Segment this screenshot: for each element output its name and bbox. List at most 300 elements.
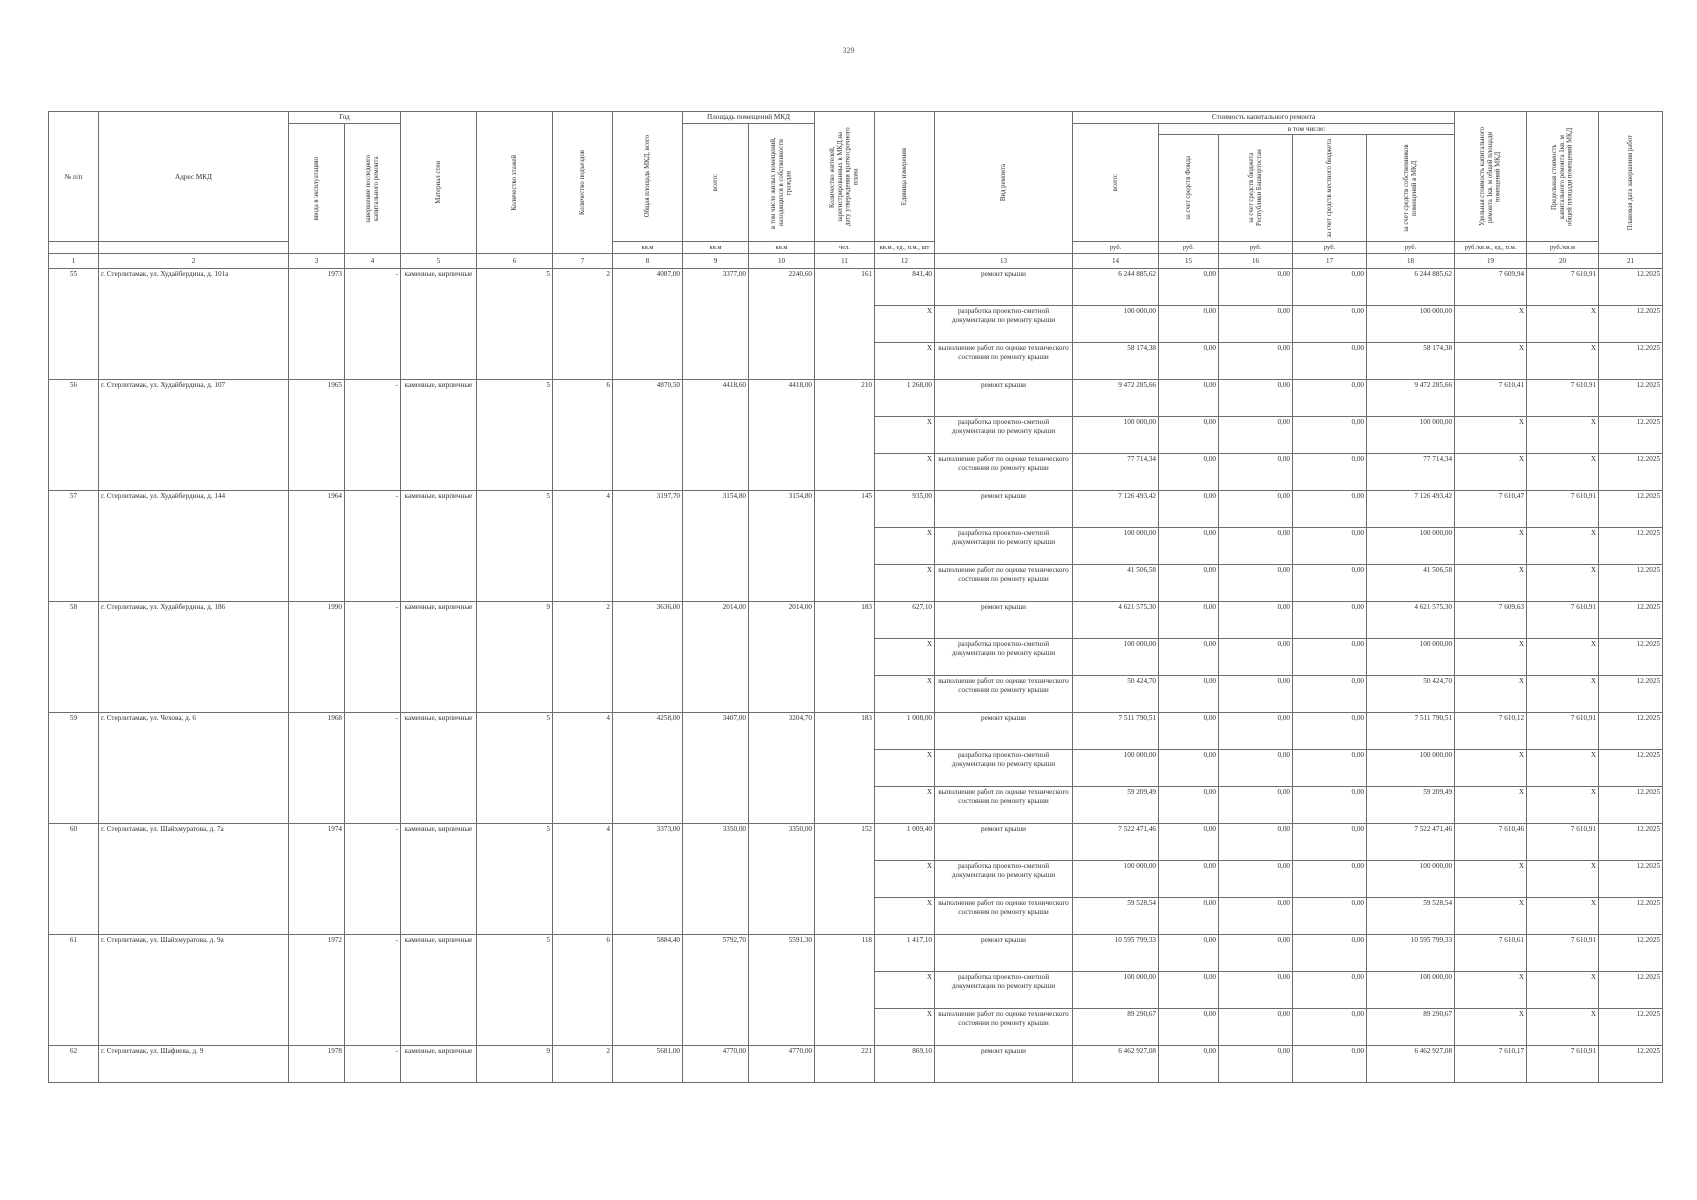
- cell-planned-date: 12.2025: [1599, 639, 1663, 676]
- cell-premises-total: 3350,00: [683, 824, 749, 935]
- header-cost-republic: за счет средств бюджета Республики Башкортостан: [1219, 135, 1293, 242]
- cell-premises-total: 4418,60: [683, 380, 749, 491]
- cell-cost-total: 77 714,34: [1073, 454, 1159, 491]
- cell-premises-res: 2014,00: [749, 602, 815, 713]
- cell-work-type: выполнение работ по оценке технического состояния по ремонту крыши: [935, 565, 1073, 602]
- cell-floors: 9: [477, 602, 553, 713]
- cell-address: г. Стерлитамак, ул. Худайбердина, д. 101а: [99, 269, 289, 380]
- cell-premises-res: 5591,30: [749, 935, 815, 1046]
- cell-qty: X: [875, 861, 935, 898]
- header-floors: Количество этажей: [477, 112, 553, 254]
- cell-cost-local: 0,00: [1293, 750, 1367, 787]
- cell-total-area: 4087,00: [613, 269, 683, 380]
- cell-max-cost: 7 610,91: [1527, 824, 1599, 861]
- cell-cost-total: 7 522 471,46: [1073, 824, 1159, 861]
- cell-cost-local: 0,00: [1293, 1009, 1367, 1046]
- cell-cost-republic: 0,00: [1219, 343, 1293, 380]
- column-number: 7: [553, 254, 613, 269]
- cell-cost-owners: 6 244 885,62: [1367, 269, 1455, 306]
- cell-cost-owners: 50 424,70: [1367, 676, 1455, 713]
- cell-cost-local: 0,00: [1293, 454, 1367, 491]
- cell-cost-owners: 100 000,00: [1367, 639, 1455, 676]
- cell-cost-total: 7 511 790,51: [1073, 713, 1159, 750]
- cell-max-cost: X: [1527, 787, 1599, 824]
- cell-entrances: 2: [553, 602, 613, 713]
- cell-cost-fund: 0,00: [1159, 528, 1219, 565]
- cell-total-area: 3197,70: [613, 491, 683, 602]
- cell-cost-republic: 0,00: [1219, 898, 1293, 935]
- cell-max-cost: X: [1527, 750, 1599, 787]
- cell-cost-total: 6 244 885,62: [1073, 269, 1159, 306]
- header-cost-owners: за счет средств собственников помещений в МКД: [1367, 135, 1455, 242]
- cell-year: 1965: [289, 380, 345, 491]
- table-row: [49, 935, 1663, 972]
- cell-qty: 935,00: [875, 491, 935, 528]
- cell-qty: X: [875, 417, 935, 454]
- cell-qty: X: [875, 1009, 935, 1046]
- cell-no: 58: [49, 602, 99, 713]
- cell-address: г. Стерлитамак, ул. Худайбердина, д. 186: [99, 602, 289, 713]
- cell-cost-republic: 0,00: [1219, 306, 1293, 343]
- cell-max-cost: X: [1527, 676, 1599, 713]
- cell-year: 1968: [289, 713, 345, 824]
- cell-cost-local: 0,00: [1293, 269, 1367, 306]
- cell-cost-total: 100 000,00: [1073, 528, 1159, 565]
- cell-cost-total: 100 000,00: [1073, 750, 1159, 787]
- unit-total-area: кв.м: [613, 242, 683, 254]
- table-row: [49, 380, 1663, 417]
- cell-qty: 1 009,40: [875, 824, 935, 861]
- cell-qty: 841,40: [875, 269, 935, 306]
- cell-last-repair: -: [345, 935, 401, 1046]
- capital-repair-table-sheet: [48, 111, 1662, 1083]
- cell-specific-cost: 7 610,41: [1455, 380, 1527, 417]
- cell-max-cost: X: [1527, 528, 1599, 565]
- table-row: [49, 1046, 1663, 1083]
- cell-specific-cost: X: [1455, 861, 1527, 898]
- cell-specific-cost: X: [1455, 972, 1527, 1009]
- cell-cost-republic: 0,00: [1219, 491, 1293, 528]
- cell-cost-owners: 9 472 285,66: [1367, 380, 1455, 417]
- cell-max-cost: X: [1527, 417, 1599, 454]
- cell-max-cost: X: [1527, 639, 1599, 676]
- cell-premises-res: 4418,00: [749, 380, 815, 491]
- cell-cost-local: 0,00: [1293, 306, 1367, 343]
- cell-cost-total: 7 126 493,42: [1073, 491, 1159, 528]
- cell-last-repair: -: [345, 1046, 401, 1083]
- header-residents: Количество жителей, зарегистрированных в МКД на дату утверждения краткосрочного плана: [815, 112, 875, 242]
- cell-qty: 869,10: [875, 1046, 935, 1083]
- cell-work-type: разработка проектно-сметной документации по ремонту крыши: [935, 306, 1073, 343]
- cell-cost-fund: 0,00: [1159, 935, 1219, 972]
- cell-cost-republic: 0,00: [1219, 787, 1293, 824]
- cell-year: 1990: [289, 602, 345, 713]
- cell-planned-date: 12.2025: [1599, 417, 1663, 454]
- cell-work-type: разработка проектно-сметной документации по ремонту крыши: [935, 528, 1073, 565]
- cell-cost-republic: 0,00: [1219, 528, 1293, 565]
- cell-year: 1973: [289, 269, 345, 380]
- column-number: 15: [1159, 254, 1219, 269]
- cell-cost-fund: 0,00: [1159, 1046, 1219, 1083]
- cell-qty: X: [875, 750, 935, 787]
- cell-total-area: 4258,00: [613, 713, 683, 824]
- cell-qty: X: [875, 306, 935, 343]
- unit-cost-local: руб.: [1293, 242, 1367, 254]
- cell-residents: 161: [815, 269, 875, 380]
- cell-entrances: 4: [553, 824, 613, 935]
- cell-premises-res: 3204,70: [749, 713, 815, 824]
- cell-cost-local: 0,00: [1293, 528, 1367, 565]
- cell-specific-cost: X: [1455, 528, 1527, 565]
- cell-qty: X: [875, 454, 935, 491]
- cell-planned-date: 12.2025: [1599, 380, 1663, 417]
- column-numbers-row: [49, 254, 1663, 269]
- cell-cost-owners: 100 000,00: [1367, 417, 1455, 454]
- cell-planned-date: 12.2025: [1599, 750, 1663, 787]
- cell-year: 1964: [289, 491, 345, 602]
- column-number: 8: [613, 254, 683, 269]
- cell-max-cost: 7 610,91: [1527, 269, 1599, 306]
- column-number: 1: [49, 254, 99, 269]
- cell-entrances: 6: [553, 935, 613, 1046]
- cell-cost-owners: 41 506,58: [1367, 565, 1455, 602]
- cell-cost-total: 100 000,00: [1073, 306, 1159, 343]
- cell-qty: X: [875, 528, 935, 565]
- cell-last-repair: -: [345, 491, 401, 602]
- cell-cost-owners: 4 621 575,30: [1367, 602, 1455, 639]
- cell-cost-total: 4 621 575,30: [1073, 602, 1159, 639]
- cell-cost-fund: 0,00: [1159, 417, 1219, 454]
- cell-cost-total: 59 528,54: [1073, 898, 1159, 935]
- cell-residents: 221: [815, 1046, 875, 1083]
- cell-max-cost: 7 610,91: [1527, 1046, 1599, 1083]
- cell-planned-date: 12.2025: [1599, 935, 1663, 972]
- cell-planned-date: 12.2025: [1599, 676, 1663, 713]
- cell-cost-owners: 10 595 799,33: [1367, 935, 1455, 972]
- cell-max-cost: X: [1527, 565, 1599, 602]
- cell-cost-local: 0,00: [1293, 861, 1367, 898]
- cell-total-area: 4870,50: [613, 380, 683, 491]
- cell-cost-fund: 0,00: [1159, 565, 1219, 602]
- cell-cost-republic: 0,00: [1219, 380, 1293, 417]
- cell-premises-total: 3154,80: [683, 491, 749, 602]
- cell-cost-fund: 0,00: [1159, 972, 1219, 1009]
- cell-last-repair: -: [345, 602, 401, 713]
- cell-cost-fund: 0,00: [1159, 861, 1219, 898]
- unit-specific-cost: руб./кв.м., ед., п.м.: [1455, 242, 1527, 254]
- cell-cost-owners: 7 511 790,51: [1367, 713, 1455, 750]
- cell-entrances: 4: [553, 713, 613, 824]
- cell-address: г. Стерлитамак, ул. Чехова, д. 6: [99, 713, 289, 824]
- cell-cost-owners: 100 000,00: [1367, 750, 1455, 787]
- cell-residents: 183: [815, 713, 875, 824]
- cell-qty: X: [875, 787, 935, 824]
- cell-floors: 5: [477, 935, 553, 1046]
- cell-material: каменные, кирпичные: [401, 491, 477, 602]
- cell-work-type: выполнение работ по оценке технического состояния по ремонту крыши: [935, 454, 1073, 491]
- unit-premises-total: кв.м: [683, 242, 749, 254]
- cell-work-type: разработка проектно-сметной документации по ремонту крыши: [935, 972, 1073, 1009]
- table-header: [49, 112, 1663, 269]
- cell-max-cost: 7 610,91: [1527, 491, 1599, 528]
- page-number: 329: [842, 46, 855, 55]
- cell-cost-owners: 58 174,38: [1367, 343, 1455, 380]
- cell-cost-owners: 77 714,34: [1367, 454, 1455, 491]
- cell-qty: 1 417,10: [875, 935, 935, 972]
- cell-work-type: ремонт крыши: [935, 269, 1073, 306]
- cell-cost-local: 0,00: [1293, 972, 1367, 1009]
- unit-max-cost: руб./кв.м: [1527, 242, 1599, 254]
- cell-planned-date: 12.2025: [1599, 898, 1663, 935]
- cell-qty: X: [875, 565, 935, 602]
- header-cost-fund: за счет средств Фонда: [1159, 135, 1219, 242]
- cell-no: 59: [49, 713, 99, 824]
- cell-cost-fund: 0,00: [1159, 269, 1219, 306]
- header-work-type: Вид ремонта: [935, 112, 1073, 254]
- cell-specific-cost: 7 610,46: [1455, 824, 1527, 861]
- cell-cost-fund: 0,00: [1159, 639, 1219, 676]
- column-number: 14: [1073, 254, 1159, 269]
- cell-work-type: разработка проектно-сметной документации по ремонту крыши: [935, 639, 1073, 676]
- column-number: 20: [1527, 254, 1599, 269]
- column-number: 10: [749, 254, 815, 269]
- cell-cost-republic: 0,00: [1219, 750, 1293, 787]
- cell-planned-date: 12.2025: [1599, 602, 1663, 639]
- header-cost-total: всего:: [1073, 124, 1159, 242]
- cell-cost-owners: 100 000,00: [1367, 972, 1455, 1009]
- column-number: 21: [1599, 254, 1663, 269]
- cell-cost-republic: 0,00: [1219, 639, 1293, 676]
- cell-cost-local: 0,00: [1293, 713, 1367, 750]
- cell-work-type: ремонт крыши: [935, 491, 1073, 528]
- cell-qty: X: [875, 898, 935, 935]
- column-number: 13: [935, 254, 1073, 269]
- cell-residents: 210: [815, 380, 875, 491]
- cell-no: 61: [49, 935, 99, 1046]
- column-number: 3: [289, 254, 345, 269]
- cell-planned-date: 12.2025: [1599, 491, 1663, 528]
- cell-cost-total: 9 472 285,66: [1073, 380, 1159, 417]
- cell-residents: 152: [815, 824, 875, 935]
- cell-work-type: выполнение работ по оценке технического состояния по ремонту крыши: [935, 676, 1073, 713]
- cell-cost-republic: 0,00: [1219, 935, 1293, 972]
- unit-cell-empty: [99, 242, 289, 254]
- cell-premises-total: 4770,00: [683, 1046, 749, 1083]
- header-incl: в том числе:: [1159, 124, 1455, 135]
- cell-address: г. Стерлитамак, ул. Шафиева, д. 9: [99, 1046, 289, 1083]
- header-total-area: Общая площадь МКД, всего: [613, 112, 683, 242]
- cell-cost-owners: 7 126 493,42: [1367, 491, 1455, 528]
- cell-cost-republic: 0,00: [1219, 269, 1293, 306]
- column-number: 9: [683, 254, 749, 269]
- cell-planned-date: 12.2025: [1599, 861, 1663, 898]
- unit-cost-owners: руб.: [1367, 242, 1455, 254]
- column-number: 11: [815, 254, 875, 269]
- cell-cost-owners: 100 000,00: [1367, 528, 1455, 565]
- cell-address: г. Стерлитамак, ул. Шайхмуратова, д. 7а: [99, 824, 289, 935]
- cell-planned-date: 12.2025: [1599, 528, 1663, 565]
- cell-specific-cost: 7 610,61: [1455, 935, 1527, 972]
- cell-specific-cost: 7 610,17: [1455, 1046, 1527, 1083]
- cell-cost-republic: 0,00: [1219, 824, 1293, 861]
- table-row: [49, 491, 1663, 528]
- cell-specific-cost: X: [1455, 1009, 1527, 1046]
- cell-cost-republic: 0,00: [1219, 1046, 1293, 1083]
- cell-planned-date: 12.2025: [1599, 306, 1663, 343]
- header-wall-material: Материал стен: [401, 112, 477, 254]
- cell-planned-date: 12.2025: [1599, 824, 1663, 861]
- cell-specific-cost: 7 610,47: [1455, 491, 1527, 528]
- cell-residents: 145: [815, 491, 875, 602]
- cell-floors: 5: [477, 824, 553, 935]
- column-number: 6: [477, 254, 553, 269]
- cell-cost-local: 0,00: [1293, 787, 1367, 824]
- cell-cost-local: 0,00: [1293, 491, 1367, 528]
- cell-cost-total: 10 595 799,33: [1073, 935, 1159, 972]
- header-premises-group: Площадь помещений МКД: [683, 112, 815, 124]
- cell-max-cost: X: [1527, 898, 1599, 935]
- cell-cost-total: 41 506,58: [1073, 565, 1159, 602]
- cell-planned-date: 12.2025: [1599, 1046, 1663, 1083]
- cell-max-cost: 7 610,91: [1527, 713, 1599, 750]
- table-row: [49, 713, 1663, 750]
- cell-work-type: выполнение работ по оценке технического состояния по ремонту крыши: [935, 787, 1073, 824]
- cell-no: 60: [49, 824, 99, 935]
- cell-planned-date: 12.2025: [1599, 1009, 1663, 1046]
- cell-cost-fund: 0,00: [1159, 1009, 1219, 1046]
- cell-cost-total: 6 462 927,08: [1073, 1046, 1159, 1083]
- header-specific-cost: Удельная стоимость капитального ремонта 1кв. м общей площади помещений МКД: [1455, 112, 1527, 242]
- cell-floors: 5: [477, 713, 553, 824]
- cell-specific-cost: 7 609,94: [1455, 269, 1527, 306]
- cell-premises-total: 2014,00: [683, 602, 749, 713]
- cell-cost-local: 0,00: [1293, 1046, 1367, 1083]
- cell-address: г. Стерлитамак, ул. Шайхмуратова, д. 9а: [99, 935, 289, 1046]
- cell-cost-total: 59 209,49: [1073, 787, 1159, 824]
- cell-address: г. Стерлитамак, ул. Худайбердина, д. 107: [99, 380, 289, 491]
- column-number: 17: [1293, 254, 1367, 269]
- column-number: 2: [99, 254, 289, 269]
- cell-year: 1974: [289, 824, 345, 935]
- cell-premises-res: 4770,00: [749, 1046, 815, 1083]
- cell-qty: X: [875, 343, 935, 380]
- cell-material: каменные, кирпичные: [401, 269, 477, 380]
- cell-cost-total: 100 000,00: [1073, 861, 1159, 898]
- column-number: 12: [875, 254, 935, 269]
- cell-specific-cost: X: [1455, 454, 1527, 491]
- cell-cost-owners: 7 522 471,46: [1367, 824, 1455, 861]
- unit-cost-republic: руб.: [1219, 242, 1293, 254]
- cell-qty: 1 268,00: [875, 380, 935, 417]
- cell-last-repair: -: [345, 824, 401, 935]
- cell-no: 55: [49, 269, 99, 380]
- cell-cost-fund: 0,00: [1159, 898, 1219, 935]
- cell-work-type: ремонт крыши: [935, 935, 1073, 972]
- cell-no: 56: [49, 380, 99, 491]
- header-max-cost: Предельная стоимость капитального ремонта 1кв. м общей площади помещений МКД: [1527, 112, 1599, 242]
- header-planned-date: Плановая дата завершения работ: [1599, 112, 1663, 254]
- cell-entrances: 6: [553, 380, 613, 491]
- cell-specific-cost: 7 609,63: [1455, 602, 1527, 639]
- cell-work-type: ремонт крыши: [935, 824, 1073, 861]
- table-row: [49, 602, 1663, 639]
- cell-material: каменные, кирпичные: [401, 935, 477, 1046]
- cell-cost-fund: 0,00: [1159, 454, 1219, 491]
- cell-cost-total: 50 424,70: [1073, 676, 1159, 713]
- cell-premises-total: 5792,70: [683, 935, 749, 1046]
- cell-total-area: 5884,40: [613, 935, 683, 1046]
- unit-premises-res: кв.м: [749, 242, 815, 254]
- cell-work-type: ремонт крыши: [935, 1046, 1073, 1083]
- cell-total-area: 3373,00: [613, 824, 683, 935]
- cell-cost-local: 0,00: [1293, 602, 1367, 639]
- cell-work-type: ремонт крыши: [935, 602, 1073, 639]
- cell-work-type: выполнение работ по оценке технического состояния по ремонту крыши: [935, 1009, 1073, 1046]
- cell-premises-total: 3407,00: [683, 713, 749, 824]
- cell-entrances: 2: [553, 1046, 613, 1083]
- cell-specific-cost: X: [1455, 787, 1527, 824]
- cell-max-cost: X: [1527, 972, 1599, 1009]
- cell-premises-total: 3377,00: [683, 269, 749, 380]
- cell-planned-date: 12.2025: [1599, 269, 1663, 306]
- cell-cost-fund: 0,00: [1159, 750, 1219, 787]
- cell-planned-date: 12.2025: [1599, 713, 1663, 750]
- cell-work-type: выполнение работ по оценке технического состояния по ремонту крыши: [935, 898, 1073, 935]
- cell-max-cost: 7 610,91: [1527, 380, 1599, 417]
- cell-qty: X: [875, 639, 935, 676]
- cell-cost-republic: 0,00: [1219, 861, 1293, 898]
- cell-specific-cost: X: [1455, 750, 1527, 787]
- cell-work-type: ремонт крыши: [935, 380, 1073, 417]
- cell-work-type: разработка проектно-сметной документации по ремонту крыши: [935, 861, 1073, 898]
- cell-material: каменные, кирпичные: [401, 1046, 477, 1083]
- header-cost-group: Стоимость капитального ремонта: [1073, 112, 1455, 124]
- cell-material: каменные, кирпичные: [401, 713, 477, 824]
- unit-cost-fund: руб.: [1159, 242, 1219, 254]
- cell-qty: X: [875, 972, 935, 1009]
- cell-qty: 627,10: [875, 602, 935, 639]
- cell-max-cost: 7 610,91: [1527, 602, 1599, 639]
- cell-premises-res: 3350,00: [749, 824, 815, 935]
- cell-planned-date: 12.2025: [1599, 454, 1663, 491]
- header-entrances: Количество подъездов: [553, 112, 613, 254]
- cell-cost-local: 0,00: [1293, 639, 1367, 676]
- cell-total-area: 3636,00: [613, 602, 683, 713]
- cell-cost-fund: 0,00: [1159, 491, 1219, 528]
- cell-cost-fund: 0,00: [1159, 380, 1219, 417]
- cell-address: г. Стерлитамак, ул. Худайбердина, д. 144: [99, 491, 289, 602]
- cell-max-cost: 7 610,91: [1527, 935, 1599, 972]
- cell-year: 1972: [289, 935, 345, 1046]
- cell-work-type: разработка проектно-сметной документации по ремонту крыши: [935, 750, 1073, 787]
- cell-material: каменные, кирпичные: [401, 602, 477, 713]
- cell-work-type: выполнение работ по оценке технического состояния по ремонту крыши: [935, 343, 1073, 380]
- cell-cost-total: 100 000,00: [1073, 639, 1159, 676]
- cell-floors: 9: [477, 1046, 553, 1083]
- cell-cost-fund: 0,00: [1159, 343, 1219, 380]
- header-premises-total: всего:: [683, 124, 749, 242]
- column-number: 16: [1219, 254, 1293, 269]
- cell-cost-local: 0,00: [1293, 380, 1367, 417]
- table-row: [49, 269, 1663, 306]
- cell-specific-cost: X: [1455, 565, 1527, 602]
- cell-cost-fund: 0,00: [1159, 602, 1219, 639]
- cell-entrances: 2: [553, 269, 613, 380]
- cell-cost-local: 0,00: [1293, 417, 1367, 454]
- table-body: [49, 269, 1663, 1083]
- cell-cost-republic: 0,00: [1219, 713, 1293, 750]
- cell-cost-republic: 0,00: [1219, 417, 1293, 454]
